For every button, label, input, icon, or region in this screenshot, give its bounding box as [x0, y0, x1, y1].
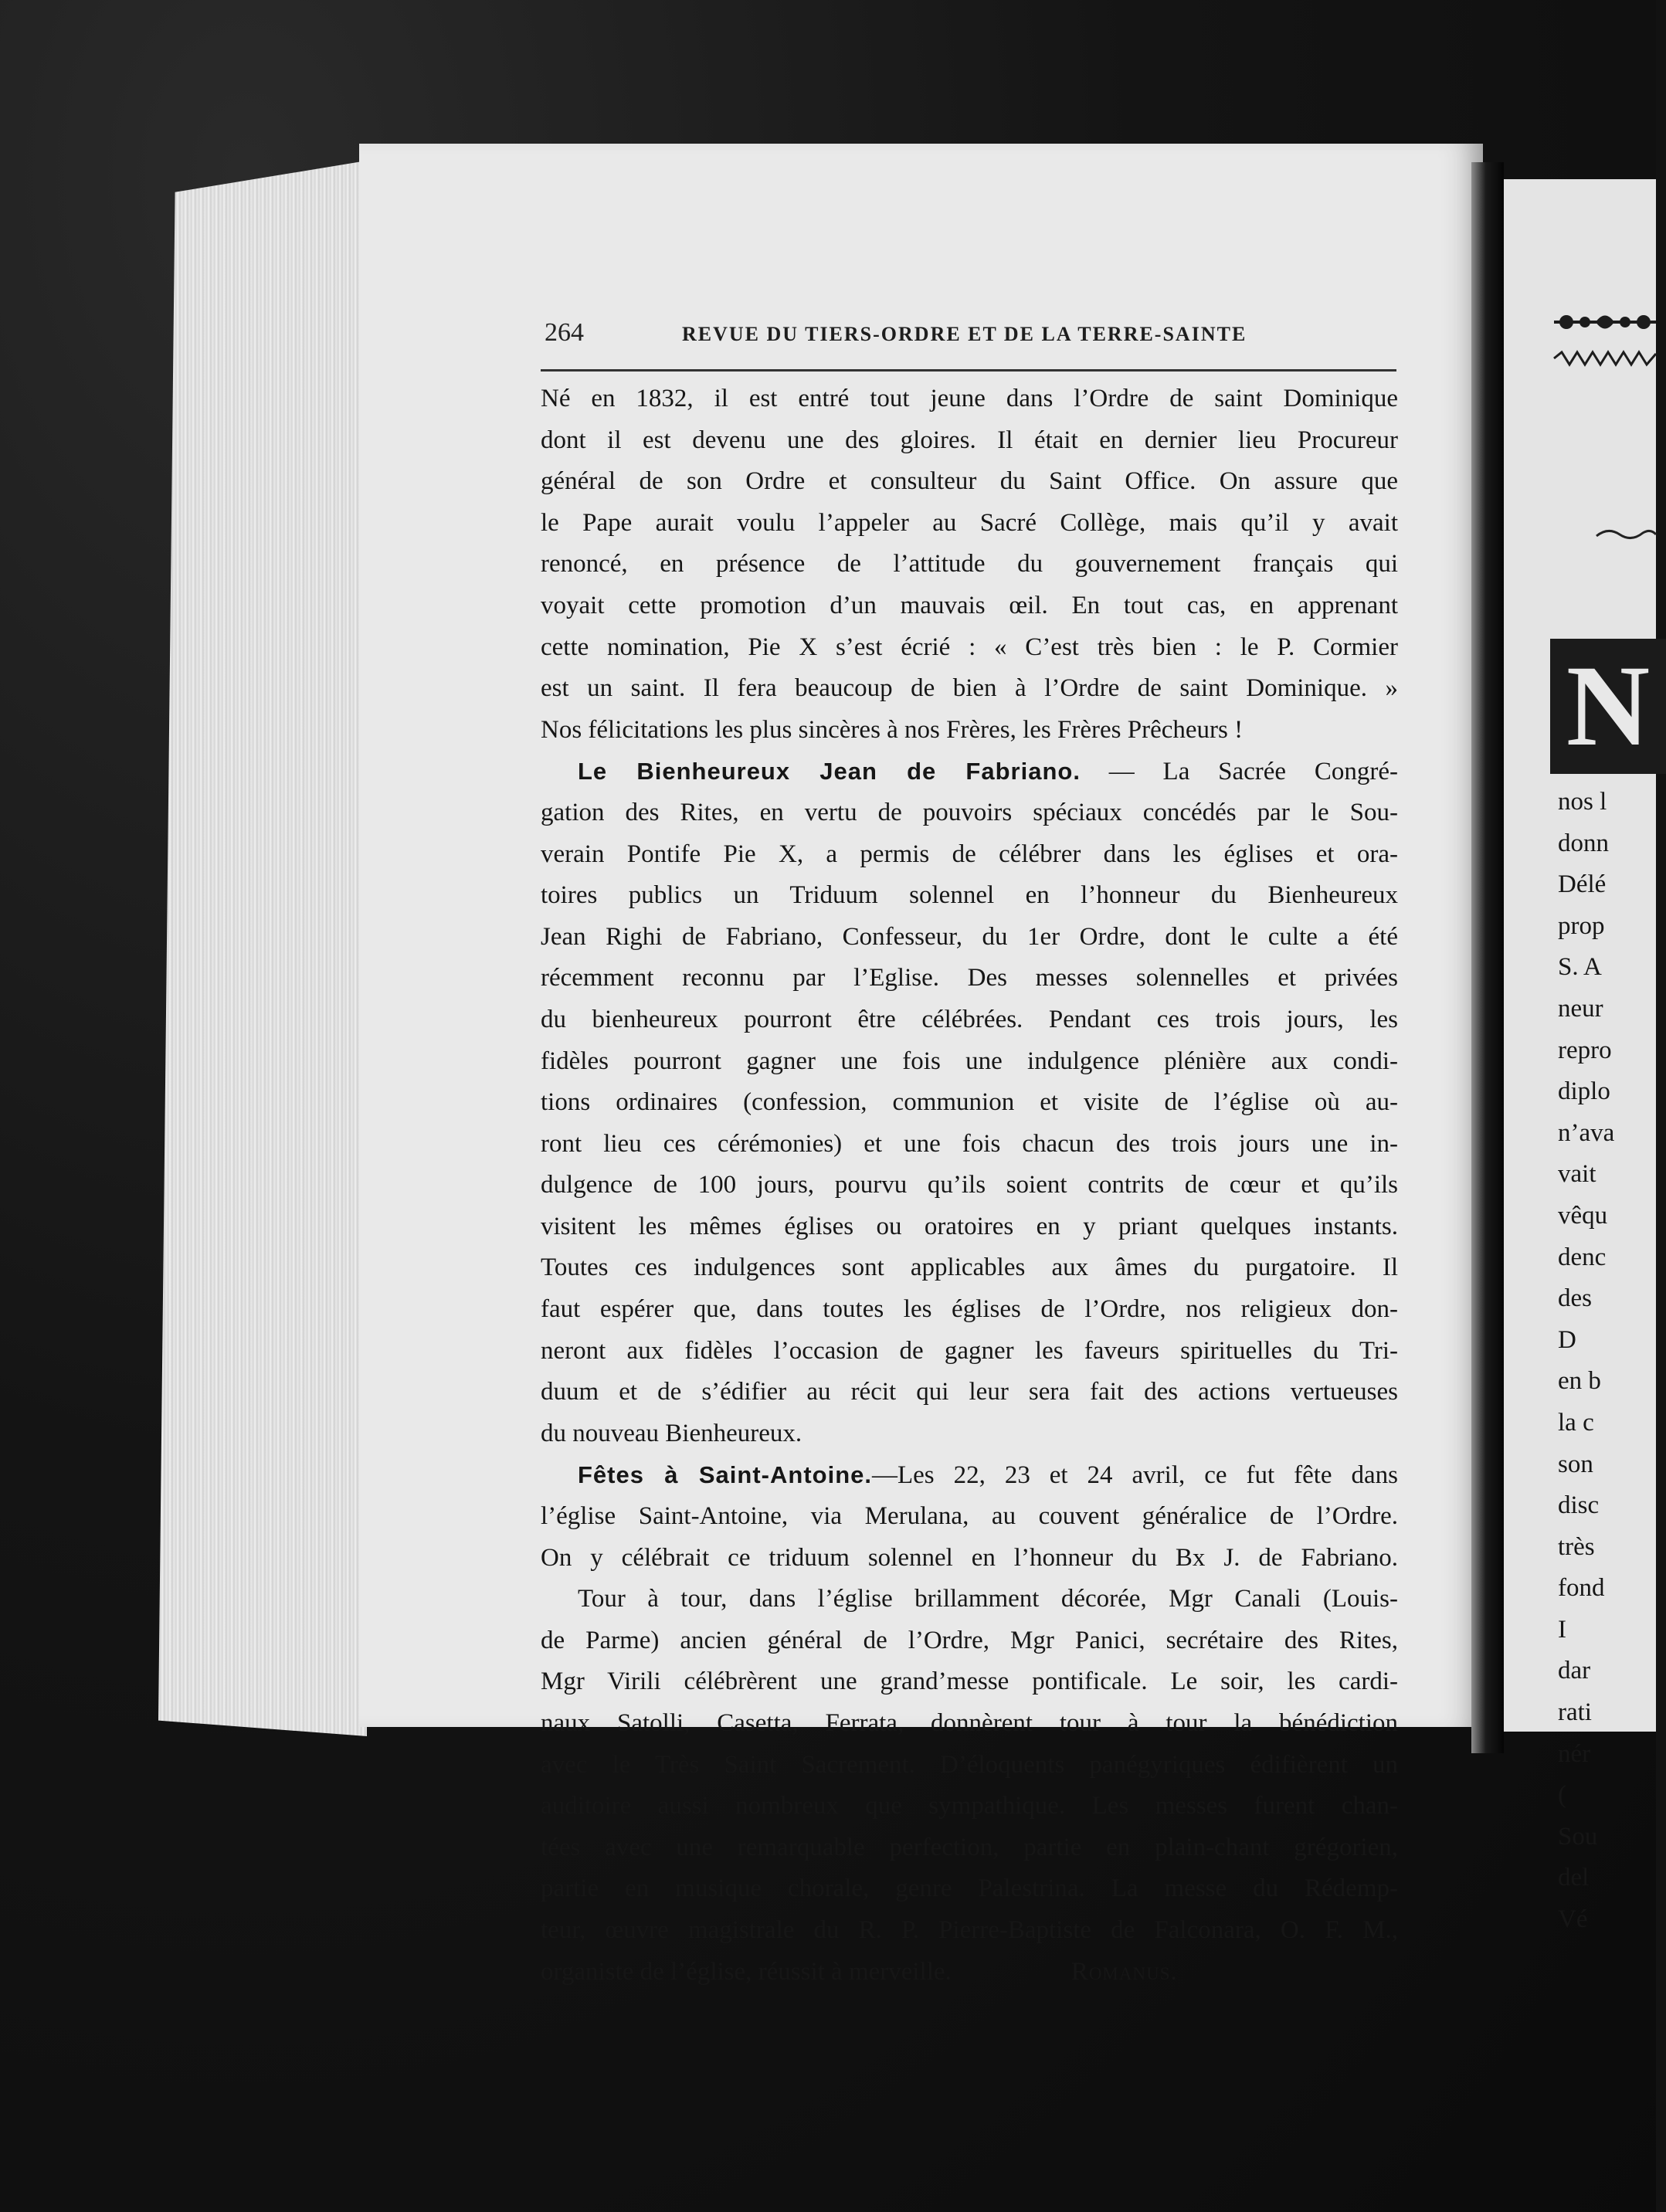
text-line: cette nomination, Pie X s’est écrié : « C’est très bien : le P. Cormier [541, 633, 1398, 661]
text-line: visitent les mêmes églises ou oratoires en y priant quelques instants. [541, 1212, 1398, 1240]
text-fragment: nér [1558, 1739, 1591, 1768]
text-line: gation des Rites, en vertu de pouvoirs spéciaux concédés par le Sou- [541, 798, 1398, 826]
text-line: renoncé, en présence de l’attitude du gouvernement français qui [541, 550, 1398, 578]
page-number: 264 [545, 318, 584, 347]
text-fragment: n’ava [1558, 1118, 1615, 1147]
text-fragment: denc [1558, 1243, 1607, 1271]
text-fragment: la c [1558, 1408, 1594, 1437]
journal-title: REVUE DU TIERS-ORDRE ET DE LA TERRE-SAINTE [682, 323, 1247, 345]
text-line: toires publics un Triduum solennel en l’honneur du Bienheureux [541, 881, 1398, 910]
text-line: récemment reconnu par l’Eglise. Des messes solennelles et privées [541, 964, 1398, 992]
text-line: de Parme) ancien général de l’Ordre, Mgr Panici, secrétaire des Rites, [541, 1626, 1398, 1654]
text-fragment: neur [1558, 994, 1603, 1023]
text-fragment: Délé [1558, 870, 1607, 899]
text-line: tions ordinaires (confession, communion et visite de l’église où au- [541, 1088, 1398, 1117]
closing-line [541, 1952, 1398, 1993]
right-page [1504, 179, 1656, 1934]
section-heading-saint-antoine: Fêtes à Saint-Antoine. [578, 1461, 872, 1489]
page-stack-edges [158, 161, 367, 1736]
text-line: l’église Saint-Antoine, via Merulana, au couvent généralice de l’Ordre. [541, 1502, 1398, 1531]
text-line: ront lieu ces cérémonies) et une fois chacun des trois jours une in- [541, 1129, 1398, 1158]
text-fragment: Sou [1558, 1822, 1598, 1851]
text-line: dont il est devenu une des gloires. Il était en dernier lieu Procureur [541, 426, 1398, 454]
text-line: auditoire aussi nombreux que sympathique. Les messes furent chan- [541, 1792, 1398, 1820]
swash-icon [1596, 525, 1656, 544]
text-line: dulgence de 100 jours, pourvu qu’ils soient contrits de cœur et qu’ils [541, 1171, 1398, 1199]
text-fragment: vêqu [1558, 1201, 1608, 1230]
text-line: du nouveau Bienheureux. [541, 1419, 802, 1447]
text-fragment: repro [1558, 1036, 1612, 1064]
text-line: fidèles pourront gagner une fois une indulgence plénière aux condi- [541, 1047, 1398, 1075]
text-line: teur, œuvre magistrale du R. P. Pierre-Baptiste de Falconara, O. F. M., [541, 1915, 1398, 1944]
text-fragment: très [1558, 1532, 1595, 1561]
text-line: On y célébrait ce triduum solennel en l’honneur du Bx J. de Fabriano. [541, 1543, 1398, 1572]
text-fragment: donn [1558, 829, 1609, 857]
text-line: Toutes ces indulgences sont applicables aux âmes du purgatoire. Il [541, 1254, 1398, 1282]
ornament-icon [1554, 309, 1656, 335]
text-line: partie en musique chorale, genre Palestrina. La messe du Rédemp- [541, 1874, 1398, 1903]
header-rule [541, 369, 1396, 371]
section-heading-line [541, 1454, 1398, 1496]
text-line: Jean Righi de Fabriano, Confesseur, du 1er Ordre, dont le culte a été [541, 922, 1398, 951]
text-line: Tour à tour, dans l’église brillamment décorée, Mgr Canali (Louis- [578, 1585, 1398, 1613]
drop-cap: N [1550, 639, 1666, 774]
book-gutter [1471, 162, 1504, 1753]
text-run: —Les 22, 23 et 24 avril, ce fut fête dans [871, 1461, 1399, 1490]
text-line: du bienheureux pourront être célébrées. Pendant ces trois jours, les [541, 1005, 1398, 1033]
text-line: le Pape aurait voulu l’appeler au Sacré Collège, mais qu’il y avait [541, 508, 1398, 537]
text-fragment: D [1558, 1325, 1576, 1354]
text-fragment: rati [1558, 1698, 1592, 1727]
text-fragment: en b [1558, 1367, 1601, 1396]
text-line: duum et de s’édifier au récit qui leur sera fait des actions vertueuses [541, 1378, 1398, 1406]
text-fragment: I [1558, 1615, 1566, 1644]
text-run: — La Sacrée Congré- [1080, 758, 1398, 786]
text-line: général de son Ordre et consulteur du Saint Office. On assure que [541, 467, 1398, 496]
text-fragment: nos l [1558, 788, 1607, 816]
text-fragment: son [1558, 1450, 1593, 1478]
text-line: avec le Très Saint Sacrement. D’éloquents panégyriques édifièrent un [541, 1750, 1398, 1779]
text-fragment: ( [1558, 1781, 1566, 1810]
right-page-text [1558, 782, 1656, 1941]
text-line: faut espérer que, dans toutes les églises de l’Ordre, nos religieux don- [541, 1295, 1398, 1324]
text-fragment: prop [1558, 911, 1605, 940]
text-line: est un saint. Il fera beaucoup de bien à l’Ordre de saint Dominique. » [541, 674, 1398, 703]
text-fragment: vait [1558, 1160, 1596, 1189]
section-heading-line [541, 751, 1398, 792]
text-fragment: del [1558, 1864, 1590, 1892]
text-line: voyait cette promotion d’un mauvais œil. En tout cas, en apprenant [541, 591, 1398, 619]
text-fragment: diplo [1558, 1077, 1610, 1106]
text-run: organiste de l’église, réussit à merveille. [541, 1957, 952, 1986]
text-fragment: fond [1558, 1574, 1605, 1603]
text-line: Mgr Virili célébrèrent une grand’messe pontificale. Le soir, les cardi- [541, 1667, 1398, 1696]
text-fragment: des [1558, 1284, 1592, 1313]
running-head [545, 318, 1394, 357]
text-line: tées avec une remarquable perfection, partie en plain-chant grégorien, [541, 1833, 1398, 1861]
text-fragment: Vé [1558, 1905, 1588, 1934]
text-line: Né en 1832, il est entré tout jeune dans l’Ordre de saint Dominique [541, 385, 1398, 412]
text-line: verain Pontife Pie X, a permis de célébrer dans les églises et ora- [541, 840, 1398, 868]
text-line: neront aux fidèles l’occasion de gagner les faveurs spirituelles du Tri- [541, 1336, 1398, 1365]
text-fragment: S. A [1558, 953, 1602, 982]
text-line: naux Satolli, Casetta, Ferrata, donnèrent tour à tour la bénédiction [541, 1709, 1398, 1737]
article-body [541, 378, 1398, 1993]
author-signature: Romanus. [1071, 1957, 1178, 1986]
text-fragment: dar [1558, 1657, 1591, 1685]
section-heading-fabriano: Le Bienheureux Jean de Fabriano. [578, 758, 1081, 785]
ornament-band-icon [1554, 351, 1656, 366]
text-fragment: disc [1558, 1491, 1600, 1520]
text-line: Nos félicitations les plus sincères à nos Frères, les Frères Prêcheurs ! [541, 715, 1244, 744]
